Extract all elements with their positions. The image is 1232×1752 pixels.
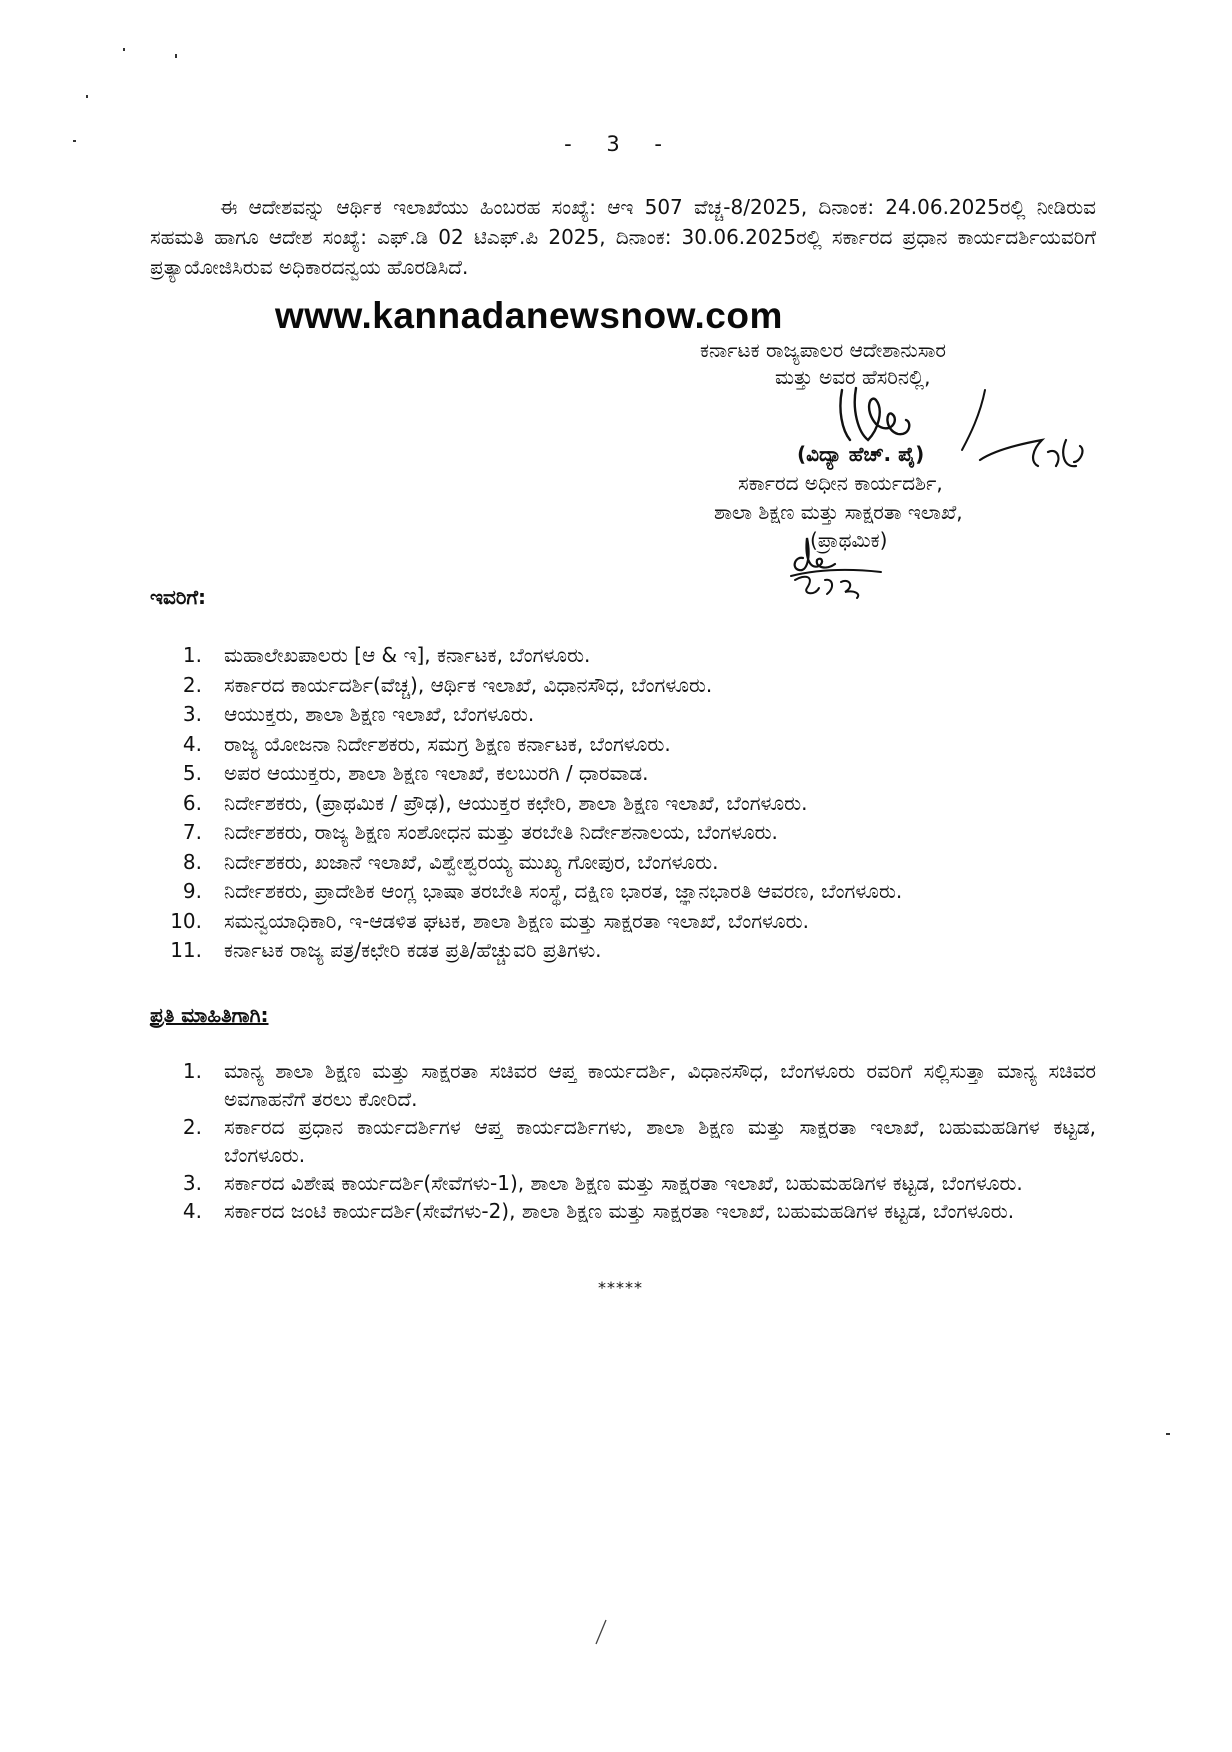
list-item: 2. ಸರ್ಕಾರದ ಕಾರ್ಯದರ್ಶಿ(ವೆಚ್ಚ), ಆರ್ಥಿಕ ಇಲಾಖೆ, ವಿಧಾನಸೌಧ, ಬೆಂಗಳೂರು. [182,672,713,697]
list-item: 2. ಸರ್ಕಾರದ ಪ್ರಧಾನ ಕಾರ್ಯದರ್ಶಿಗಳ ಆಪ್ತ ಕಾರ್ಯದರ್ಶಿಗಳು, ಶಾಲಾ ಶಿಕ್ಷಣ ಮತ್ತು ಸಾಕ್ಷರತಾ ಇಲಾಖೆ, ಬಹುಮಹಡಿಗಳ ಕಟ್ಟಡ, ಬೆಂಗಳೂರು. [182,1115,1096,1167]
scan-speck [73,140,76,142]
list-item: 4. ರಾಜ್ಯ ಯೋಜನಾ ನಿರ್ದೇಶಕರು, ಸಮಗ್ರ ಶಿಕ್ಷಣ ಕರ್ನಾಟಕ, ಬೆಂಗಳೂರು. [182,731,671,756]
list-item: 4. ಸರ್ಕಾರದ ಜಂಟಿ ಕಾರ್ಯದರ್ಶಿ(ಸೇವೆಗಳು-2), ಶಾಲಾ ಶಿಕ್ಷಣ ಮತ್ತು ಸಾಕ್ಷರತಾ ಇಲಾಖೆ, ಬಹುಮಹಡಿಗಳ ಕಟ್ಟಡ, ಬೆಂಗಳೂರು. [182,1199,1015,1223]
list-item: 9. ನಿರ್ದೇಶಕರು, ಪ್ರಾದೇಶಿಕ ಆಂಗ್ಲ ಭಾಷಾ ತರಬೇತಿ ಸಂಸ್ಥೆ, ದಕ್ಷಿಣ ಭಾರತ, ಜ್ಞಾನಭಾರತಿ ಆವರಣ, ಬೆಂಗಳೂರು. [182,879,903,903]
signature-authority-line2: ಮತ್ತು ಅವರ ಹೆಸರಿನಲ್ಲಿ, [775,365,931,389]
list-item: 11. ಕರ್ನಾಟಕ ರಾಜ್ಯ ಪತ್ರ/ಕಛೇರಿ ಕಡತ ಪ್ರತಿ/ಹೆಚ್ಚುವರಿ ಪ್ರತಿಗಳು. [170,938,602,962]
recipients-heading: ಇವರಿಗೆ: [150,585,207,609]
website-watermark: www.kannadanewsnow.com [275,295,783,336]
signatory-designation: ಸರ್ಕಾರದ ಅಧೀನ ಕಾರ್ಯದರ್ಶಿ, [738,471,943,495]
list-item: 8. ನಿರ್ದೇಶಕರು, ಖಜಾನೆ ಇಲಾಖೆ, ವಿಶ್ವೇಶ್ವರಯ್ಯ ಮುಖ್ಯ ಗೋಪುರ, ಬೆಂಗಳೂರು. [182,849,719,874]
list-item: 3. ಆಯುಕ್ತರು, ಶಾಲಾ ಶಿಕ್ಷಣ ಇಲಾಖೆ, ಬೆಂಗಳೂರು. [182,702,535,726]
handwritten-initials [785,528,905,613]
scan-mark [590,1618,610,1648]
order-paragraph-text: ಈ ಆದೇಶವನ್ನು ಆರ್ಥಿಕ ಇಲಾಖೆಯು ಹಿಂಬರಹ ಸಂಖ್ಯೆ: ಆಇ 507 ವೆಚ್ಚ-8/2025, ದಿನಾಂಕ: 24.06.2025ರಲ್ಲಿ ನೀಡಿರುವ ಸಹಮತಿ ಹಾಗೂ ಆದೇಶ ಸಂಖ್ಯೆ: ಎಫ್.ಡಿ 02 ಟಿಎಫ್.ಪಿ 2025, ದಿನಾಂಕ: 30.06.2025ರಲ್ಲಿ ಸರ್ಕಾರದ ಪ್ರಧಾನ ಕಾರ್ಯದರ್ಶಿಯವರಿಗೆ ಪ್ರತ್ಯಾಯೋಜಿಸಿರುವ ಅಧಿಕಾರದನ್ವಯ ಹೊರಡಿಸಿದೆ. [150,195,1096,279]
scan-speck [86,95,88,98]
copy-heading: ಪ್ರತಿ ಮಾಹಿತಿಗಾಗಿ: [150,1003,269,1027]
page-number: - 3 - [564,132,676,156]
list-item: 3. ಸರ್ಕಾರದ ವಿಶೇಷ ಕಾರ್ಯದರ್ಶಿ(ಸೇವೆಗಳು-1), ಶಾಲಾ ಶಿಕ್ಷಣ ಮತ್ತು ಸಾಕ್ಷರತಾ ಇಲಾಖೆ, ಬಹುಮಹಡಿಗಳ ಕಟ್ಟಡ, ಬೆಂಗಳೂರು. [182,1171,1023,1195]
list-item: 1. ಮಹಾಲೇಖಪಾಲರು [ಆ & ಇ], ಕರ್ನಾಟಕ, ಬೆಂಗಳೂರು. [182,643,591,667]
signature-authority-line1: ಕರ್ನಾಟಕ ರಾಜ್ಯಪಾಲರ ಆದೇಶಾನುಸಾರ [700,338,947,362]
list-item: 10. ಸಮನ್ವಯಾಧಿಕಾರಿ, ಇ-ಆಡಳಿತ ಘಟಕ, ಶಾಲಾ ಶಿಕ್ಷಣ ಮತ್ತು ಸಾಕ್ಷರತಾ ಇಲಾಖೆ, ಬೆಂಗಳೂರು. [170,908,809,933]
list-item: 7. ನಿರ್ದೇಶಕರು, ರಾಜ್ಯ ಶಿಕ್ಷಣ ಸಂಶೋಧನ ಮತ್ತು ತರಬೇತಿ ನಿರ್ದೇಶನಾಲಯ, ಬೆಂಗಳೂರು. [182,820,778,844]
order-paragraph [150,192,1096,282]
scan-speck [175,54,177,58]
scan-speck [123,48,125,51]
scan-speck [1166,1433,1170,1435]
recipients-list [150,641,1096,966]
copy-list [150,1057,1096,1225]
end-mark: ***** [598,1278,643,1297]
signatory-wing: (ಪ್ರಾಥಮಿಕ) [810,528,888,552]
signatory-department: ಶಾಲಾ ಶಿಕ್ಷಣ ಮತ್ತು ಸಾಕ್ಷರತಾ ಇಲಾಖೆ, [714,500,963,524]
list-item: 5. ಅಪರ ಆಯುಕ್ತರು, ಶಾಲಾ ಶಿಕ್ಷಣ ಇಲಾಖೆ, ಕಲಬುರಗಿ / ಧಾರವಾಡ. [182,761,649,785]
list-item: 1. ಮಾನ್ಯ ಶಾಲಾ ಶಿಕ್ಷಣ ಮತ್ತು ಸಾಕ್ಷರತಾ ಸಚಿವರ ಆಪ್ತ ಕಾರ್ಯದರ್ಶಿ, ವಿಧಾನಸೌಧ, ಬೆಂಗಳೂರು ರವರಿಗೆ ಸಲ್ಲಿಸುತ್ತಾ ಮಾನ್ಯ ಸಚಿವರ ಅವಗಾಹನೆಗೆ ತರಲು ಕೋರಿದೆ. [182,1059,1096,1111]
signatory-name: (ವಿದ್ಯಾ ಹೆಚ್. ಪೈ) [797,442,925,466]
list-item: 6. ನಿರ್ದೇಶಕರು, (ಪ್ರಾಥಮಿಕ / ಪ್ರೌಢ), ಆಯುಕ್ತರ ಕಛೇರಿ, ಶಾಲಾ ಶಿಕ್ಷಣ ಇಲಾಖೆ, ಬೆಂಗಳೂರು. [182,790,808,815]
